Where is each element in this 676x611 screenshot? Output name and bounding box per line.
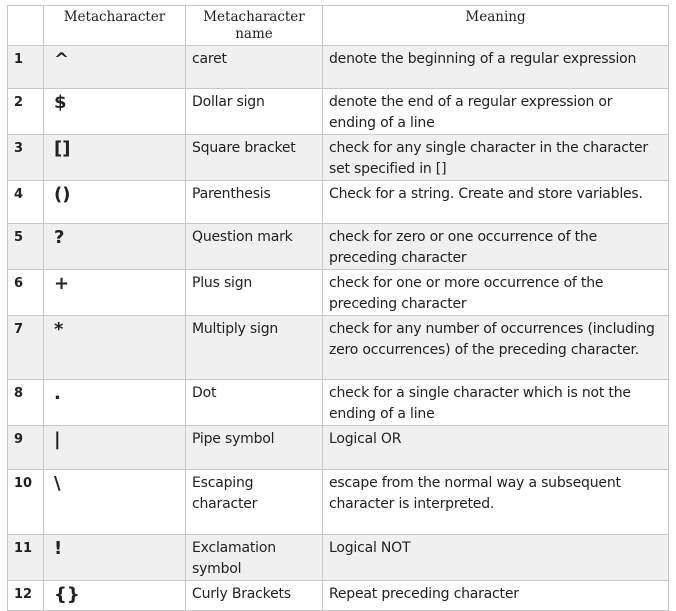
table-row bbox=[8, 135, 669, 181]
metacharacter-symbol: ^ bbox=[44, 46, 186, 89]
metacharacter-meaning: Check for a string. Create and store variables. bbox=[323, 181, 669, 224]
metacharacter-meaning: Logical NOT bbox=[323, 535, 669, 581]
metacharacter-symbol: () bbox=[44, 181, 186, 224]
metacharacter-meaning: escape from the normal way a subsequent character is interpreted. bbox=[323, 470, 669, 535]
row-number: 5 bbox=[8, 224, 44, 270]
table-row bbox=[8, 270, 669, 316]
table-row bbox=[8, 89, 669, 135]
metacharacter-symbol: ? bbox=[44, 224, 186, 270]
metacharacter-name: Curly Brackets bbox=[186, 581, 323, 611]
table-row bbox=[8, 380, 669, 426]
header-meaning: Meaning bbox=[323, 6, 669, 46]
metacharacter-meaning: check for any number of occurrences (including zero occurrences) of the preceding character. bbox=[323, 316, 669, 380]
metacharacter-symbol: [] bbox=[44, 135, 186, 181]
table-row bbox=[8, 426, 669, 470]
metacharacter-symbol: + bbox=[44, 270, 186, 316]
metacharacter-symbol: . bbox=[44, 380, 186, 426]
table-row bbox=[8, 316, 669, 380]
metacharacter-name: caret bbox=[186, 46, 323, 89]
metacharacter-meaning: denote the beginning of a regular expression bbox=[323, 46, 669, 89]
row-number: 3 bbox=[8, 135, 44, 181]
row-number: 6 bbox=[8, 270, 44, 316]
metacharacter-symbol: \ bbox=[44, 470, 186, 535]
metacharacter-name: Square bracket bbox=[186, 135, 323, 181]
row-number: 9 bbox=[8, 426, 44, 470]
metacharacter-meaning: Logical OR bbox=[323, 426, 669, 470]
row-number: 10 bbox=[8, 470, 44, 535]
metacharacter-name: Dot bbox=[186, 380, 323, 426]
table-row bbox=[8, 224, 669, 270]
metacharacter-symbol: ! bbox=[44, 535, 186, 581]
metacharacter-name: Escaping character bbox=[186, 470, 323, 535]
header-row bbox=[8, 6, 669, 46]
table-row bbox=[8, 46, 669, 89]
metacharacter-meaning: check for one or more occurrence of the preceding character bbox=[323, 270, 669, 316]
metacharacter-name: Multiply sign bbox=[186, 316, 323, 380]
row-number: 8 bbox=[8, 380, 44, 426]
metacharacter-name: Plus sign bbox=[186, 270, 323, 316]
row-number: 2 bbox=[8, 89, 44, 135]
table-row bbox=[8, 535, 669, 581]
metacharacter-name: Exclamation symbol bbox=[186, 535, 323, 581]
metacharacter-name: Question mark bbox=[186, 224, 323, 270]
metacharacter-name: Parenthesis bbox=[186, 181, 323, 224]
table-row bbox=[8, 181, 669, 224]
table-row bbox=[8, 470, 669, 535]
metacharacter-name: Pipe symbol bbox=[186, 426, 323, 470]
metacharacter-meaning: check for any single character in the character set specified in [] bbox=[323, 135, 669, 181]
row-number: 1 bbox=[8, 46, 44, 89]
metacharacter-symbol: | bbox=[44, 426, 186, 470]
metacharacter-meaning: check for a single character which is not the ending of a line bbox=[323, 380, 669, 426]
metacharacter-symbol: $ bbox=[44, 89, 186, 135]
row-number: 7 bbox=[8, 316, 44, 380]
row-number: 12 bbox=[8, 581, 44, 611]
metacharacter-symbol: * bbox=[44, 316, 186, 380]
metacharacter-symbol: {} bbox=[44, 581, 186, 611]
metacharacter-table bbox=[7, 5, 669, 611]
row-number: 4 bbox=[8, 181, 44, 224]
header-name: Metacharacter name bbox=[186, 6, 323, 46]
metacharacter-meaning: denote the end of a regular expression or ending of a line bbox=[323, 89, 669, 135]
row-number: 11 bbox=[8, 535, 44, 581]
table-row bbox=[8, 581, 669, 611]
header-metacharacter: Metacharacter bbox=[44, 6, 186, 46]
metacharacter-name: Dollar sign bbox=[186, 89, 323, 135]
header-index bbox=[8, 6, 44, 46]
metacharacter-meaning: Repeat preceding character bbox=[323, 581, 669, 611]
metacharacter-meaning: check for zero or one occurrence of the preceding character bbox=[323, 224, 669, 270]
